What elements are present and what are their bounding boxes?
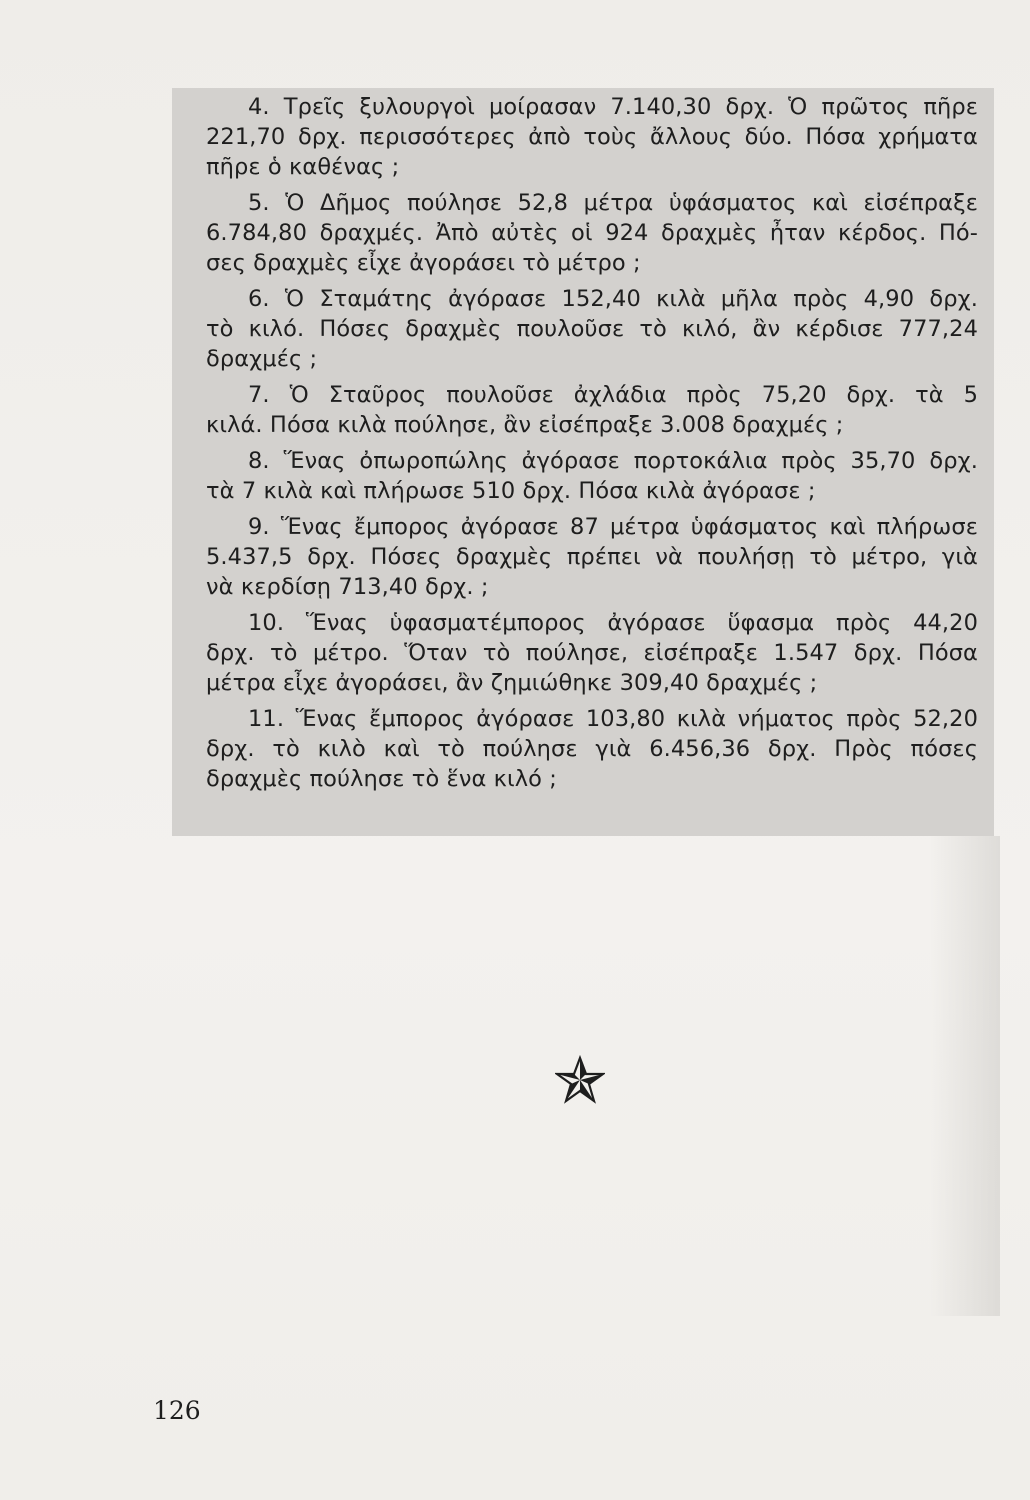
problem-line: κιλά. Πόσα κιλὰ πούλησε, ἂν εἰσέπραξε 3.008 δραχμές ;	[206, 412, 844, 438]
problem-line: 221,70 δρχ. περισσότερες ἀπὸ τοὺς ἄλλους δύο. Πόσα χρήματα	[206, 124, 978, 150]
problem-line: 10. Ἕνας ὑφασματέμπορος ἀγόρασε ὕφασμα πρὸς 44,20	[248, 610, 978, 636]
problem-list	[206, 92, 978, 800]
problem-line: πῆρε ὁ καθένας ;	[206, 154, 400, 180]
problem-line: 8. Ἕνας ὀπωροπώλης ἀγόρασε πορτοκάλια πρὸς 35,70 δρχ.	[248, 448, 978, 474]
problem-line: 5.437,5 δρχ. Πόσες δραχμὲς πρέπει νὰ πουλήσῃ τὸ μέτρο, γιὰ	[206, 544, 978, 570]
problem-line: 9. Ἕνας ἔμπορος ἀγόρασε 87 μέτρα ὑφάσματος καὶ πλήρωσε	[248, 514, 978, 540]
problem-line: τὰ 7 κιλὰ καὶ πλήρωσε 510 δρχ. Πόσα κιλὰ ἀγόρασε ;	[206, 478, 816, 504]
problem-line: 5. Ὁ Δῆμος πούλησε 52,8 μέτρα ὑφάσματος καὶ εἰσέπραξε	[248, 190, 978, 216]
problem-line: δραχμὲς πούλησε τὸ ἕνα κιλό ;	[206, 766, 557, 792]
problem-line: δραχμές ;	[206, 346, 318, 372]
page-number: 126	[153, 1396, 201, 1425]
problem-line: 4. Τρεῖς ξυλουργοὶ μοίρασαν 7.140,30 δρχ. Ὁ πρῶτος πῆρε	[248, 94, 978, 120]
problem-line: νὰ κερδίσῃ 713,40 δρχ. ;	[206, 574, 489, 600]
problem-line: μέτρα εἶχε ἀγοράσει, ἂν ζημιώθηκε 309,40 δραχμές ;	[206, 670, 818, 696]
problem-line: 6. Ὁ Σταμάτης ἀγόρασε 152,40 κιλὰ μῆλα πρὸς 4,90 δρχ.	[248, 286, 978, 312]
problem-line: δρχ. τὸ κιλὸ καὶ τὸ πούλησε γιὰ 6.456,36 δρχ. Πρὸς πόσες	[206, 736, 978, 762]
problem-8	[206, 446, 978, 506]
problem-10	[206, 608, 978, 698]
star-icon	[555, 1055, 605, 1105]
problem-line: 6.784,80 δραχμές. Ἀπὸ αὐτὲς οἱ 924 δραχμὲς ἦταν κέρδος. Πό-	[206, 220, 978, 246]
problem-line: τὸ κιλό. Πόσες δραχμὲς πουλοῦσε τὸ κιλό, ἂν κέρδισε 777,24	[206, 316, 978, 342]
problem-4	[206, 92, 978, 182]
problem-line: σες δραχμὲς εἶχε ἀγοράσει τὸ μέτρο ;	[206, 250, 641, 276]
problem-9	[206, 512, 978, 602]
problem-line: 11. Ἕνας ἔμπορος ἀγόρασε 103,80 κιλὰ νήματος πρὸς 52,20	[248, 706, 978, 732]
problem-7	[206, 380, 978, 440]
problem-6	[206, 284, 978, 374]
problem-11	[206, 704, 978, 794]
page-edge-shadow	[930, 836, 1000, 1316]
problem-line: 7. Ὁ Σταῦρος πουλοῦσε ἀχλάδια πρὸς 75,20 δρχ. τὰ 5	[248, 382, 978, 408]
problem-5	[206, 188, 978, 278]
problem-line: δρχ. τὸ μέτρο. Ὅταν τὸ πούλησε, εἰσέπραξε 1.547 δρχ. Πόσα	[206, 640, 978, 666]
